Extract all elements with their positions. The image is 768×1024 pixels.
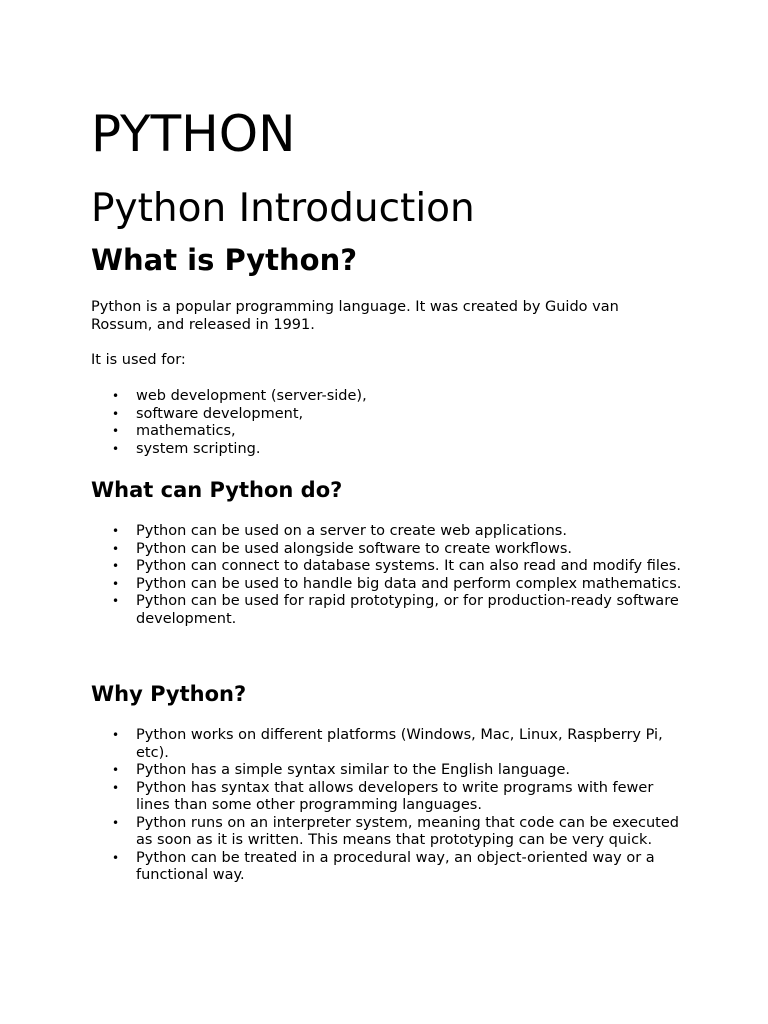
bullet-icon: • <box>112 728 120 742</box>
bullet-icon: • <box>112 815 120 830</box>
used-for-list <box>91 388 691 458</box>
list-item-text: system scripting. <box>136 440 261 457</box>
list-item-text: Python can be used for rapid prototyping, or for production-ready software development. <box>136 593 679 627</box>
intro-paragraph: Python is a popular programming language. It was created by Guido van Rossum, and released in 1991. <box>91 299 619 333</box>
list-item <box>91 593 691 628</box>
list-item <box>91 388 691 406</box>
bullet-icon: • <box>112 389 120 403</box>
bullet-icon: • <box>112 441 120 456</box>
list-item <box>91 850 691 885</box>
list-item <box>91 815 691 850</box>
list-item <box>91 576 691 594</box>
section-heading-why-python: Why Python? <box>91 682 247 706</box>
list-item-text: Python can be used alongside software to create workflows. <box>136 540 573 557</box>
document-title: PYTHON <box>91 105 296 163</box>
bullet-icon: • <box>112 524 120 538</box>
bullet-icon: • <box>112 406 120 421</box>
list-item-text: web development (server-side), <box>136 388 367 404</box>
bullet-icon: • <box>112 763 120 777</box>
capabilities-list <box>91 523 691 628</box>
list-item <box>91 406 691 424</box>
list-item-text: Python has a simple syntax similar to the English language. <box>136 762 571 778</box>
list-item <box>91 762 691 780</box>
list-item <box>91 541 691 559</box>
list-item-text: software development, <box>136 405 304 422</box>
list-item <box>91 523 691 541</box>
bullet-icon: • <box>112 850 120 865</box>
bullet-icon: • <box>112 424 120 438</box>
document-subtitle: Python Introduction <box>91 186 475 231</box>
list-item-text: Python works on different platforms (Windows, Mac, Linux, Raspberry Pi, etc). <box>136 727 663 761</box>
list-item <box>91 780 691 815</box>
list-item <box>91 441 691 459</box>
list-item-text: mathematics, <box>136 423 236 439</box>
bullet-icon: • <box>112 576 120 591</box>
section-heading-what-can-python-do: What can Python do? <box>91 478 343 502</box>
list-item-text: Python can connect to database systems. It can also read and modify files. <box>136 558 681 574</box>
list-item <box>91 558 691 576</box>
bullet-icon: • <box>112 780 120 795</box>
section-heading-what-is-python: What is Python? <box>91 243 358 277</box>
list-item-text: Python has syntax that allows developers to write programs with fewer lines than some other programming languages. <box>136 779 654 813</box>
bullet-icon: • <box>112 541 120 556</box>
reasons-list <box>91 727 691 885</box>
list-item-text: Python runs on an interpreter system, meaning that code can be executed as soon as it is written. This means that prototyping can be very quick. <box>136 814 679 848</box>
bullet-icon: • <box>112 559 120 573</box>
list-item <box>91 423 691 441</box>
list-item <box>91 727 691 762</box>
bullet-icon: • <box>112 594 120 608</box>
list-item-text: Python can be used to handle big data and perform complex mathematics. <box>136 575 682 592</box>
list-item-text: Python can be used on a server to create web applications. <box>136 523 567 539</box>
used-for-label: It is used for: <box>91 352 186 368</box>
list-item-text: Python can be treated in a procedural way, an object-oriented way or a functional way. <box>136 849 655 883</box>
